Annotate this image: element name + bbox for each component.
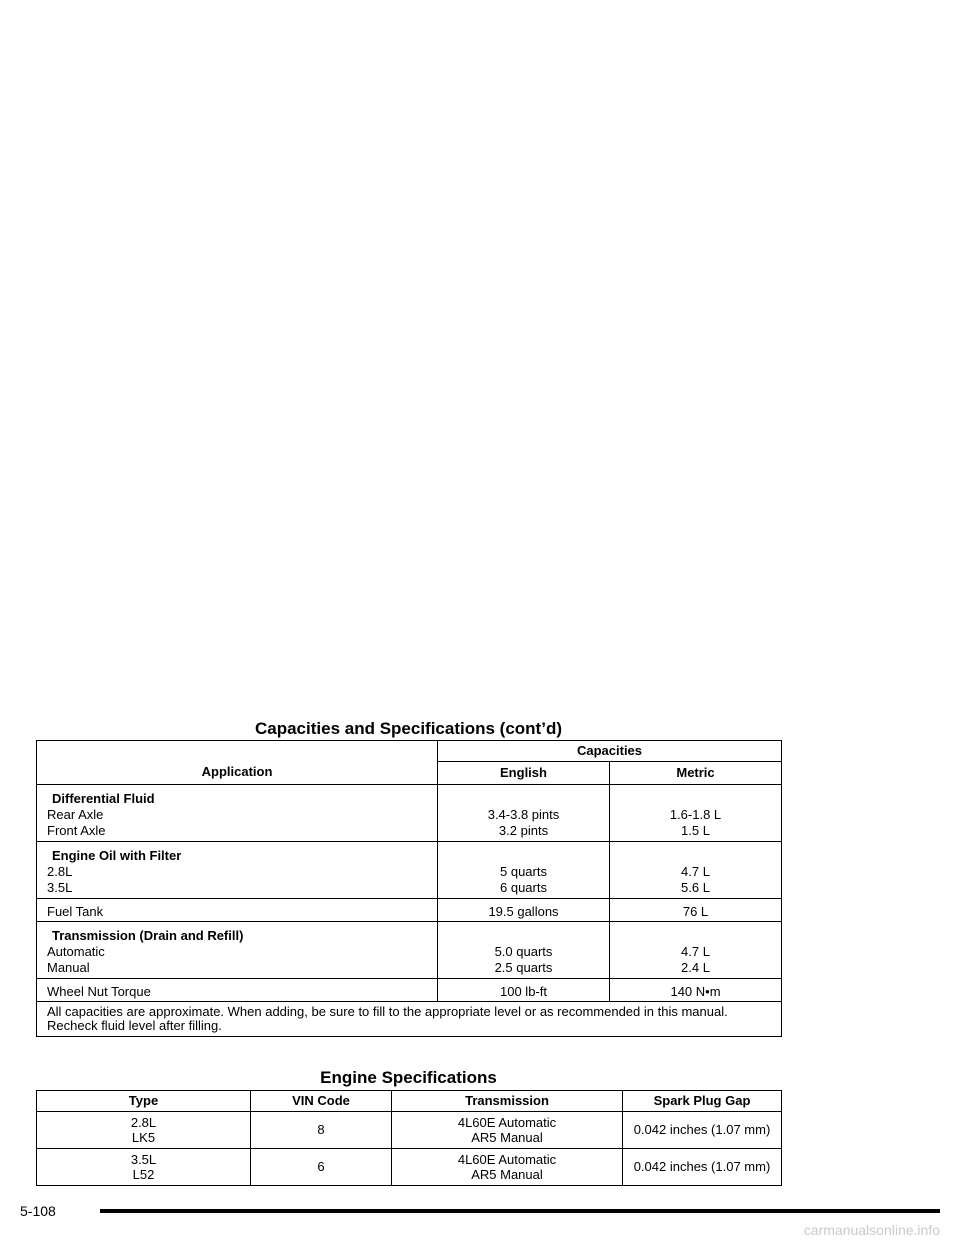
page-number: 5-108 xyxy=(20,1203,56,1219)
table-row xyxy=(37,1149,782,1186)
type-cell xyxy=(37,1149,251,1186)
table-row xyxy=(37,899,782,922)
table-row xyxy=(37,1002,782,1037)
application-cell xyxy=(37,842,438,899)
transmission-auto: 4L60E Automatic xyxy=(457,1152,557,1167)
header-capacities: Capacities xyxy=(438,741,782,762)
metric-value: 5.6 L xyxy=(681,880,710,895)
english-value: 5 quarts xyxy=(500,864,547,879)
capacities-table xyxy=(36,740,782,1037)
metric-value: 4.7 L xyxy=(681,944,710,959)
english-value: 5.0 quarts xyxy=(494,944,553,959)
group-title: Differential Fluid xyxy=(52,791,155,806)
engine-header-row xyxy=(37,1091,782,1112)
english-value: 19.5 gallons xyxy=(438,899,610,922)
row-label: Automatic xyxy=(47,944,105,959)
row-label: Manual xyxy=(47,960,90,975)
english-value: 100 lb-ft xyxy=(438,979,610,1002)
metric-value: 2.4 L xyxy=(681,960,710,975)
header-vin: VIN Code xyxy=(251,1091,392,1112)
vin-cell: 6 xyxy=(251,1149,392,1186)
type-cell xyxy=(37,1112,251,1149)
transmission-cell xyxy=(392,1149,623,1186)
gap-cell: 0.042 inches (1.07 mm) xyxy=(623,1149,782,1186)
transmission-manual: AR5 Manual xyxy=(471,1130,543,1145)
metric-value: 76 L xyxy=(610,899,782,922)
metric-value: 1.5 L xyxy=(681,823,710,838)
gap-cell: 0.042 inches (1.07 mm) xyxy=(623,1112,782,1149)
english-cell xyxy=(438,785,610,842)
engine-code: L52 xyxy=(132,1167,155,1182)
row-label: Fuel Tank xyxy=(37,899,438,922)
header-english: English xyxy=(438,762,610,785)
header-transmission: Transmission xyxy=(392,1091,623,1112)
metric-cell xyxy=(610,785,782,842)
transmission-manual: AR5 Manual xyxy=(471,1167,543,1182)
english-value: 3.4-3.8 pints xyxy=(487,807,560,822)
capacities-header-row xyxy=(37,741,782,762)
vin-cell: 8 xyxy=(251,1112,392,1149)
metric-value: 140 N•m xyxy=(610,979,782,1002)
header-type: Type xyxy=(37,1091,251,1112)
engine-type: 2.8L xyxy=(130,1115,157,1130)
english-value: 3.2 pints xyxy=(498,823,549,838)
engine-specs-title: Engine Specifications xyxy=(320,1068,497,1087)
english-cell xyxy=(438,922,610,979)
english-value: 2.5 quarts xyxy=(494,960,553,975)
row-label: Wheel Nut Torque xyxy=(37,979,438,1002)
engine-specs-table xyxy=(36,1090,782,1186)
capacities-note: All capacities are approximate. When adding, be sure to fill to the appropriate level or as recommended in this manual. Recheck fluid level after filling. xyxy=(37,1002,782,1037)
table-row xyxy=(37,922,782,979)
header-application: Application xyxy=(37,741,438,785)
metric-value: 4.7 L xyxy=(681,864,710,879)
english-value: 6 quarts xyxy=(500,880,547,895)
application-cell xyxy=(37,785,438,842)
row-label: 2.8L xyxy=(47,864,73,879)
metric-cell xyxy=(610,922,782,979)
header-metric: Metric xyxy=(610,762,782,785)
transmission-cell xyxy=(392,1112,623,1149)
engine-type: 3.5L xyxy=(130,1152,157,1167)
table-row xyxy=(37,1112,782,1149)
application-cell xyxy=(37,922,438,979)
row-label: Rear Axle xyxy=(47,807,104,822)
english-cell xyxy=(438,842,610,899)
watermark: carmanualsonline.info xyxy=(803,1222,940,1238)
metric-cell xyxy=(610,842,782,899)
footer-rule xyxy=(100,1209,940,1213)
engine-code: LK5 xyxy=(131,1130,156,1145)
row-label: Front Axle xyxy=(47,823,106,838)
row-label: 3.5L xyxy=(47,880,73,895)
group-title: Engine Oil with Filter xyxy=(52,848,182,863)
transmission-auto: 4L60E Automatic xyxy=(457,1115,557,1130)
header-gap: Spark Plug Gap xyxy=(623,1091,782,1112)
capacities-title: Capacities and Specifications (cont’d) xyxy=(254,719,562,738)
table-row xyxy=(37,979,782,1002)
group-title: Transmission (Drain and Refill) xyxy=(52,928,244,943)
table-row xyxy=(37,785,782,842)
table-row xyxy=(37,842,782,899)
metric-value: 1.6-1.8 L xyxy=(669,807,722,822)
